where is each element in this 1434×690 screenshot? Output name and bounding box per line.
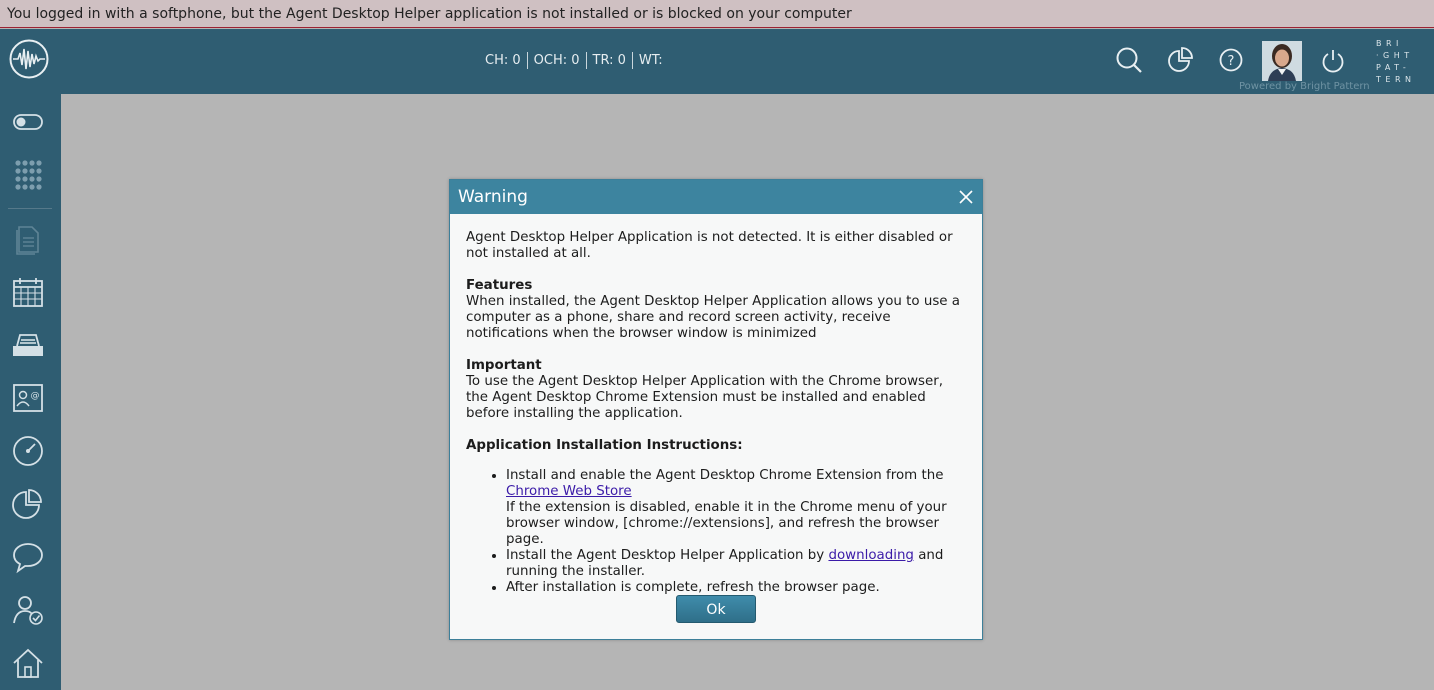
softphone-warning-banner: You logged in with a softphone, but the Agent Desktop Helper application is not installed or is blocked on your computer	[0, 0, 1434, 28]
step3-text: After installation is complete, refresh the browser page.	[506, 580, 880, 595]
chrome-web-store-link[interactable]: Chrome Web Store	[506, 484, 632, 499]
dashboard-icon[interactable]	[11, 434, 45, 468]
brand-line: ·GHT	[1376, 51, 1414, 60]
ok-button[interactable]: Ok	[676, 595, 756, 623]
reports-icon[interactable]	[1165, 45, 1195, 75]
dialog-header	[450, 180, 982, 214]
help-icon[interactable]	[1216, 45, 1246, 75]
toggle-icon[interactable]	[11, 105, 45, 139]
close-icon[interactable]	[958, 189, 974, 205]
stat-ch: CH: 0	[479, 52, 528, 69]
features-text: When installed, the Agent Desktop Helper Application allows you to use a computer as a phone, share and record screen activity, receive notifications when the browser window is minimized	[466, 294, 960, 341]
home-icon[interactable]	[11, 646, 45, 680]
important-heading: Important	[466, 358, 542, 373]
list-item	[506, 580, 966, 596]
step1-text: Install and enable the Agent Desktop Chrome Extension from the	[506, 468, 944, 483]
agent-icon[interactable]	[11, 593, 45, 627]
power-icon[interactable]	[1318, 45, 1348, 75]
bright-pattern-brand	[1376, 38, 1426, 86]
instructions-list	[466, 468, 966, 596]
chart-icon[interactable]	[11, 487, 45, 521]
brand-line: BRI	[1376, 39, 1403, 48]
stat-tr: TR: 0	[587, 52, 633, 69]
step2-text: Install the Agent Desktop Helper Application by	[506, 548, 829, 563]
list-item	[506, 548, 966, 580]
brand-line: PAT-	[1376, 63, 1411, 72]
brand-line: TERN	[1376, 75, 1416, 84]
calendar-icon[interactable]	[11, 275, 45, 309]
intro-text: Agent Desktop Helper Application is not detected. It is either disabled or not installed at all.	[466, 230, 953, 261]
sidebar	[0, 94, 61, 690]
stat-och: OCH: 0	[528, 52, 587, 69]
list-item	[506, 468, 966, 548]
top-bar	[0, 29, 1434, 94]
step1-extra: If the extension is disabled, enable it in the Chrome menu of your browser window, [chrome://extensions], and refresh the browser page.	[506, 500, 947, 547]
features-section	[466, 278, 966, 342]
svg-text:@: @	[30, 391, 40, 401]
important-section	[466, 358, 966, 422]
agent-stats	[479, 52, 669, 69]
document-icon[interactable]	[11, 222, 45, 256]
search-icon[interactable]	[1114, 45, 1144, 75]
chat-icon[interactable]	[11, 540, 45, 574]
features-heading: Features	[466, 278, 533, 293]
powered-by-label: Powered by Bright Pattern	[1239, 81, 1370, 92]
svg-text:?: ?	[1227, 54, 1235, 69]
dialpad-icon[interactable]	[11, 158, 45, 192]
warning-dialog	[449, 179, 983, 640]
stat-wt: WT:	[638, 53, 663, 68]
downloading-link[interactable]: downloading	[828, 548, 914, 563]
avatar[interactable]	[1262, 41, 1302, 81]
dialog-title: Warning	[458, 187, 528, 207]
instructions-heading: Application Installation Instructions:	[466, 438, 743, 453]
inbox-icon[interactable]	[11, 328, 45, 362]
sidebar-divider	[8, 208, 52, 209]
contacts-icon[interactable]	[11, 381, 45, 415]
bright-pattern-logo-icon[interactable]	[9, 39, 49, 79]
important-text: To use the Agent Desktop Helper Application with the Chrome browser, the Agent Desktop Chrome Extension must be installed and enabled before installing the application.	[466, 374, 944, 421]
dialog-body	[450, 214, 982, 596]
step2-rest: and running the installer.	[506, 548, 944, 579]
